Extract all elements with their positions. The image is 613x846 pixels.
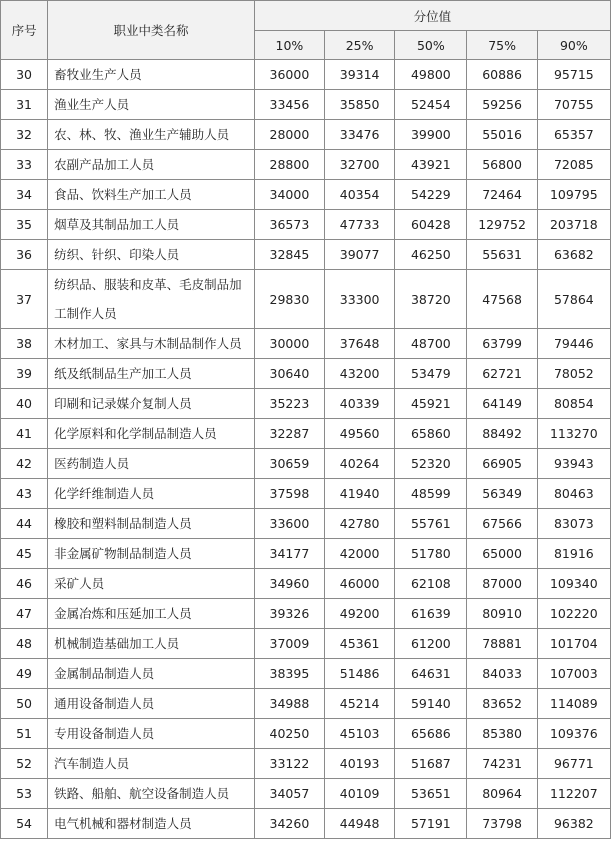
row-seq: 37 — [1, 270, 48, 329]
row-value-p10: 34960 — [254, 569, 324, 599]
row-value-p25: 47733 — [325, 210, 395, 240]
row-category-name: 非金属矿物制品制造人员 — [48, 539, 255, 569]
row-seq: 54 — [1, 809, 48, 839]
table-row — [1, 210, 611, 240]
row-category-name: 医药制造人员 — [48, 449, 255, 479]
table-row — [1, 479, 611, 509]
row-value-p50: 54229 — [395, 180, 467, 210]
row-value-p50: 61200 — [395, 629, 467, 659]
row-seq: 46 — [1, 569, 48, 599]
row-value-p90: 109376 — [537, 719, 610, 749]
row-value-p50: 57191 — [395, 809, 467, 839]
row-value-p10: 28000 — [254, 120, 324, 150]
row-value-p90: 114089 — [537, 689, 610, 719]
row-category-name: 汽车制造人员 — [48, 749, 255, 779]
row-value-p75: 84033 — [467, 659, 537, 689]
row-value-p50: 48599 — [395, 479, 467, 509]
table-row — [1, 270, 611, 329]
row-value-p25: 43200 — [325, 359, 395, 389]
row-value-p90: 83073 — [537, 509, 610, 539]
row-value-p75: 83652 — [467, 689, 537, 719]
row-seq: 45 — [1, 539, 48, 569]
row-value-p75: 87000 — [467, 569, 537, 599]
row-category-name: 农副产品加工人员 — [48, 150, 255, 180]
row-category-name: 纺织品、服装和皮革、毛皮制品加工制作人员 — [48, 270, 255, 329]
row-value-p50: 61639 — [395, 599, 467, 629]
row-value-p50: 59140 — [395, 689, 467, 719]
row-category-name: 畜牧业生产人员 — [48, 60, 255, 90]
table-row — [1, 809, 611, 839]
row-value-p25: 51486 — [325, 659, 395, 689]
row-value-p50: 53651 — [395, 779, 467, 809]
row-value-p50: 64631 — [395, 659, 467, 689]
row-value-p25: 40354 — [325, 180, 395, 210]
row-value-p25: 45103 — [325, 719, 395, 749]
row-value-p90: 78052 — [537, 359, 610, 389]
row-value-p90: 96382 — [537, 809, 610, 839]
row-value-p25: 49560 — [325, 419, 395, 449]
row-value-p10: 37009 — [254, 629, 324, 659]
row-value-p75: 67566 — [467, 509, 537, 539]
row-value-p25: 39314 — [325, 60, 395, 90]
row-value-p50: 38720 — [395, 270, 467, 329]
row-value-p25: 42780 — [325, 509, 395, 539]
row-value-p10: 33122 — [254, 749, 324, 779]
header-p50: 50% — [395, 31, 467, 60]
row-value-p75: 55631 — [467, 240, 537, 270]
row-value-p90: 72085 — [537, 150, 610, 180]
row-seq: 48 — [1, 629, 48, 659]
row-value-p10: 32845 — [254, 240, 324, 270]
row-value-p90: 102220 — [537, 599, 610, 629]
row-category-name: 通用设备制造人员 — [48, 689, 255, 719]
row-value-p75: 129752 — [467, 210, 537, 240]
table-row — [1, 599, 611, 629]
header-seq: 序号 — [1, 1, 48, 60]
row-value-p10: 36000 — [254, 60, 324, 90]
row-seq: 50 — [1, 689, 48, 719]
row-value-p10: 29830 — [254, 270, 324, 329]
row-value-p90: 203718 — [537, 210, 610, 240]
row-category-name: 机械制造基础加工人员 — [48, 629, 255, 659]
row-value-p25: 33300 — [325, 270, 395, 329]
row-seq: 44 — [1, 509, 48, 539]
header-p90: 90% — [537, 31, 610, 60]
table-row — [1, 539, 611, 569]
row-value-p75: 63799 — [467, 329, 537, 359]
row-value-p90: 65357 — [537, 120, 610, 150]
row-seq: 47 — [1, 599, 48, 629]
row-seq: 52 — [1, 749, 48, 779]
row-value-p90: 96771 — [537, 749, 610, 779]
row-seq: 53 — [1, 779, 48, 809]
row-value-p10: 38395 — [254, 659, 324, 689]
row-value-p10: 30640 — [254, 359, 324, 389]
row-value-p90: 101704 — [537, 629, 610, 659]
row-value-p10: 33600 — [254, 509, 324, 539]
header-p10: 10% — [254, 31, 324, 60]
row-value-p10: 30659 — [254, 449, 324, 479]
table-row — [1, 240, 611, 270]
row-value-p90: 80463 — [537, 479, 610, 509]
table-header — [1, 1, 611, 60]
row-value-p75: 78881 — [467, 629, 537, 659]
row-category-name: 化学原料和化学制品制造人员 — [48, 419, 255, 449]
row-category-name: 橡胶和塑料制品制造人员 — [48, 509, 255, 539]
row-value-p25: 44948 — [325, 809, 395, 839]
row-value-p75: 88492 — [467, 419, 537, 449]
row-value-p50: 45921 — [395, 389, 467, 419]
row-category-name: 金属制品制造人员 — [48, 659, 255, 689]
row-category-name: 烟草及其制品加工人员 — [48, 210, 255, 240]
table-row — [1, 359, 611, 389]
table-row — [1, 329, 611, 359]
row-value-p90: 93943 — [537, 449, 610, 479]
row-value-p90: 81916 — [537, 539, 610, 569]
row-value-p90: 95715 — [537, 60, 610, 90]
row-value-p50: 51687 — [395, 749, 467, 779]
row-seq: 34 — [1, 180, 48, 210]
row-seq: 38 — [1, 329, 48, 359]
row-value-p50: 46250 — [395, 240, 467, 270]
row-value-p25: 33476 — [325, 120, 395, 150]
row-value-p90: 63682 — [537, 240, 610, 270]
row-category-name: 采矿人员 — [48, 569, 255, 599]
row-value-p25: 41940 — [325, 479, 395, 509]
row-seq: 51 — [1, 719, 48, 749]
row-value-p75: 64149 — [467, 389, 537, 419]
row-value-p75: 60886 — [467, 60, 537, 90]
row-category-name: 专用设备制造人员 — [48, 719, 255, 749]
row-category-name: 电气机械和器材制造人员 — [48, 809, 255, 839]
row-value-p25: 42000 — [325, 539, 395, 569]
row-value-p10: 34177 — [254, 539, 324, 569]
row-value-p25: 45361 — [325, 629, 395, 659]
row-value-p10: 36573 — [254, 210, 324, 240]
row-value-p75: 56349 — [467, 479, 537, 509]
row-value-p50: 51780 — [395, 539, 467, 569]
row-value-p10: 34000 — [254, 180, 324, 210]
row-value-p10: 37598 — [254, 479, 324, 509]
row-value-p50: 49800 — [395, 60, 467, 90]
row-value-p75: 66905 — [467, 449, 537, 479]
row-value-p25: 46000 — [325, 569, 395, 599]
row-value-p25: 40339 — [325, 389, 395, 419]
row-value-p90: 70755 — [537, 90, 610, 120]
row-value-p90: 57864 — [537, 270, 610, 329]
row-value-p90: 80854 — [537, 389, 610, 419]
row-seq: 36 — [1, 240, 48, 270]
row-value-p75: 59256 — [467, 90, 537, 120]
row-value-p25: 40109 — [325, 779, 395, 809]
row-value-p10: 35223 — [254, 389, 324, 419]
row-category-name: 农、林、牧、渔业生产辅助人员 — [48, 120, 255, 150]
header-p25: 25% — [325, 31, 395, 60]
row-seq: 49 — [1, 659, 48, 689]
table-row — [1, 689, 611, 719]
row-seq: 40 — [1, 389, 48, 419]
row-seq: 35 — [1, 210, 48, 240]
row-value-p25: 45214 — [325, 689, 395, 719]
row-seq: 33 — [1, 150, 48, 180]
row-value-p90: 109340 — [537, 569, 610, 599]
row-value-p75: 74231 — [467, 749, 537, 779]
header-category: 职业中类名称 — [48, 1, 255, 60]
row-value-p75: 72464 — [467, 180, 537, 210]
header-p75: 75% — [467, 31, 537, 60]
row-value-p25: 35850 — [325, 90, 395, 120]
row-category-name: 印刷和记录媒介复制人员 — [48, 389, 255, 419]
row-value-p25: 37648 — [325, 329, 395, 359]
row-value-p50: 60428 — [395, 210, 467, 240]
row-value-p90: 113270 — [537, 419, 610, 449]
row-value-p50: 65686 — [395, 719, 467, 749]
row-category-name: 木材加工、家具与木制品制作人员 — [48, 329, 255, 359]
table-row — [1, 180, 611, 210]
row-value-p75: 65000 — [467, 539, 537, 569]
row-value-p10: 33456 — [254, 90, 324, 120]
table-row — [1, 569, 611, 599]
row-value-p75: 56800 — [467, 150, 537, 180]
table-row — [1, 389, 611, 419]
row-value-p75: 62721 — [467, 359, 537, 389]
row-category-name: 纸及纸制品生产加工人员 — [48, 359, 255, 389]
table-body — [1, 60, 611, 839]
row-value-p50: 62108 — [395, 569, 467, 599]
row-value-p10: 34260 — [254, 809, 324, 839]
row-value-p75: 85380 — [467, 719, 537, 749]
row-category-name: 金属冶炼和压延加工人员 — [48, 599, 255, 629]
row-value-p25: 49200 — [325, 599, 395, 629]
table-row — [1, 749, 611, 779]
row-value-p10: 34988 — [254, 689, 324, 719]
row-value-p50: 52454 — [395, 90, 467, 120]
row-value-p50: 53479 — [395, 359, 467, 389]
row-value-p10: 39326 — [254, 599, 324, 629]
table-row — [1, 659, 611, 689]
row-seq: 39 — [1, 359, 48, 389]
row-seq: 32 — [1, 120, 48, 150]
table-row — [1, 509, 611, 539]
row-seq: 42 — [1, 449, 48, 479]
row-value-p50: 65860 — [395, 419, 467, 449]
row-value-p90: 112207 — [537, 779, 610, 809]
header-percentile-group: 分位值 — [254, 1, 610, 31]
row-value-p25: 40193 — [325, 749, 395, 779]
table-row — [1, 150, 611, 180]
row-category-name: 化学纤维制造人员 — [48, 479, 255, 509]
table-row — [1, 60, 611, 90]
row-seq: 43 — [1, 479, 48, 509]
table-row — [1, 419, 611, 449]
row-value-p75: 55016 — [467, 120, 537, 150]
row-category-name: 食品、饮料生产加工人员 — [48, 180, 255, 210]
row-category-name: 渔业生产人员 — [48, 90, 255, 120]
row-value-p50: 55761 — [395, 509, 467, 539]
table-row — [1, 629, 611, 659]
table-row — [1, 449, 611, 479]
row-value-p25: 32700 — [325, 150, 395, 180]
row-seq: 31 — [1, 90, 48, 120]
table-row — [1, 120, 611, 150]
row-value-p10: 28800 — [254, 150, 324, 180]
row-category-name: 铁路、船舶、航空设备制造人员 — [48, 779, 255, 809]
row-value-p90: 79446 — [537, 329, 610, 359]
row-value-p50: 43921 — [395, 150, 467, 180]
row-value-p25: 39077 — [325, 240, 395, 270]
row-category-name: 纺织、针织、印染人员 — [48, 240, 255, 270]
row-value-p50: 39900 — [395, 120, 467, 150]
row-value-p75: 47568 — [467, 270, 537, 329]
table-row — [1, 90, 611, 120]
row-value-p10: 40250 — [254, 719, 324, 749]
row-value-p75: 73798 — [467, 809, 537, 839]
table-row — [1, 779, 611, 809]
row-value-p10: 30000 — [254, 329, 324, 359]
row-seq: 30 — [1, 60, 48, 90]
row-seq: 41 — [1, 419, 48, 449]
row-value-p75: 80910 — [467, 599, 537, 629]
row-value-p75: 80964 — [467, 779, 537, 809]
row-value-p25: 40264 — [325, 449, 395, 479]
table-row — [1, 719, 611, 749]
row-value-p10: 32287 — [254, 419, 324, 449]
row-value-p50: 52320 — [395, 449, 467, 479]
row-value-p90: 109795 — [537, 180, 610, 210]
row-value-p90: 107003 — [537, 659, 610, 689]
row-value-p50: 48700 — [395, 329, 467, 359]
row-value-p10: 34057 — [254, 779, 324, 809]
